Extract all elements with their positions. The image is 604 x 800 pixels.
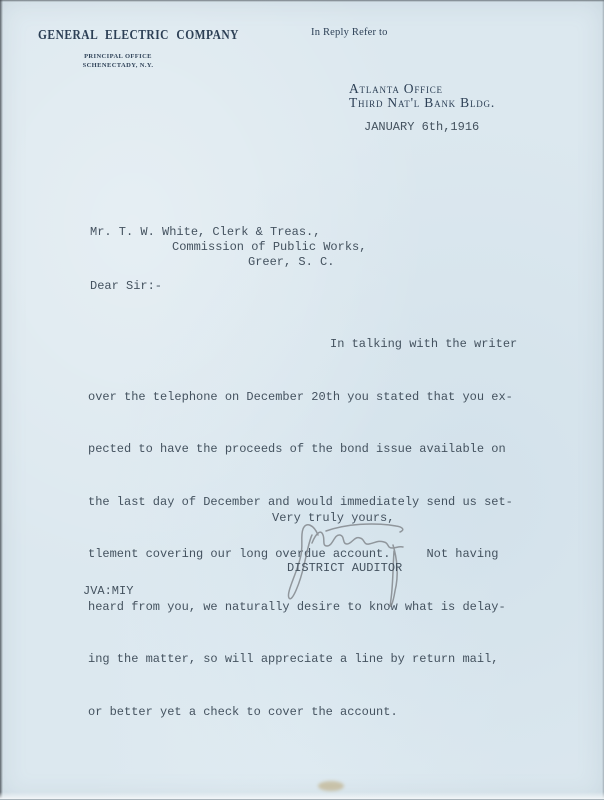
letterhead-principal-office: PRINCIPAL OFFICE: [84, 53, 152, 60]
branch-office-building: Third Nat'l Bank Bldg.: [349, 95, 496, 110]
body-line: In talking with the writer: [330, 337, 518, 351]
letterhead-city: SCHENECTADY, N.Y.: [82, 62, 154, 69]
paper-stain: [318, 781, 344, 791]
body-line: over the telephone on December 20th you stated that you ex-: [88, 389, 513, 404]
scan-edge-left: [0, 0, 3, 800]
recipient-city-line: Greer, S. C.: [248, 255, 335, 269]
body-line: pected to have the proceeds of the bond issue available on: [88, 442, 506, 457]
reply-refer-label: In Reply Refer to: [311, 27, 388, 38]
letter-date: JANUARY 6th,1916: [364, 120, 480, 134]
signer-title: DISTRICT AUDITOR: [287, 561, 403, 575]
body-line: the last day of December and would immediately send us set-: [88, 494, 513, 509]
scan-edge-top: [0, 0, 604, 2]
reference-initials: JVA:MIY: [83, 584, 134, 598]
body-line: tlement covering our long overdue account. Not having: [88, 547, 499, 562]
letterhead-company-name: GENERAL ELECTRIC COMPANY: [38, 28, 239, 43]
recipient-organization-line: Commission of Public Works,: [172, 240, 367, 254]
scan-edge-bottom: [0, 792, 604, 800]
letterhead-office-block: [68, 52, 168, 70]
body-line: or better yet a check to cover the account.: [88, 704, 398, 719]
body-line: heard from you, we naturally desire to know what is delay-: [88, 599, 506, 614]
salutation: Dear Sir:-: [90, 279, 163, 293]
valediction: Very truly yours,: [272, 511, 395, 525]
body-line: ing the matter, so will appreciate a line by return mail,: [88, 652, 499, 667]
branch-office-name: Atlanta Office: [349, 81, 443, 96]
recipient-name-line: Mr. T. W. White, Clerk & Treas.,: [90, 225, 321, 239]
